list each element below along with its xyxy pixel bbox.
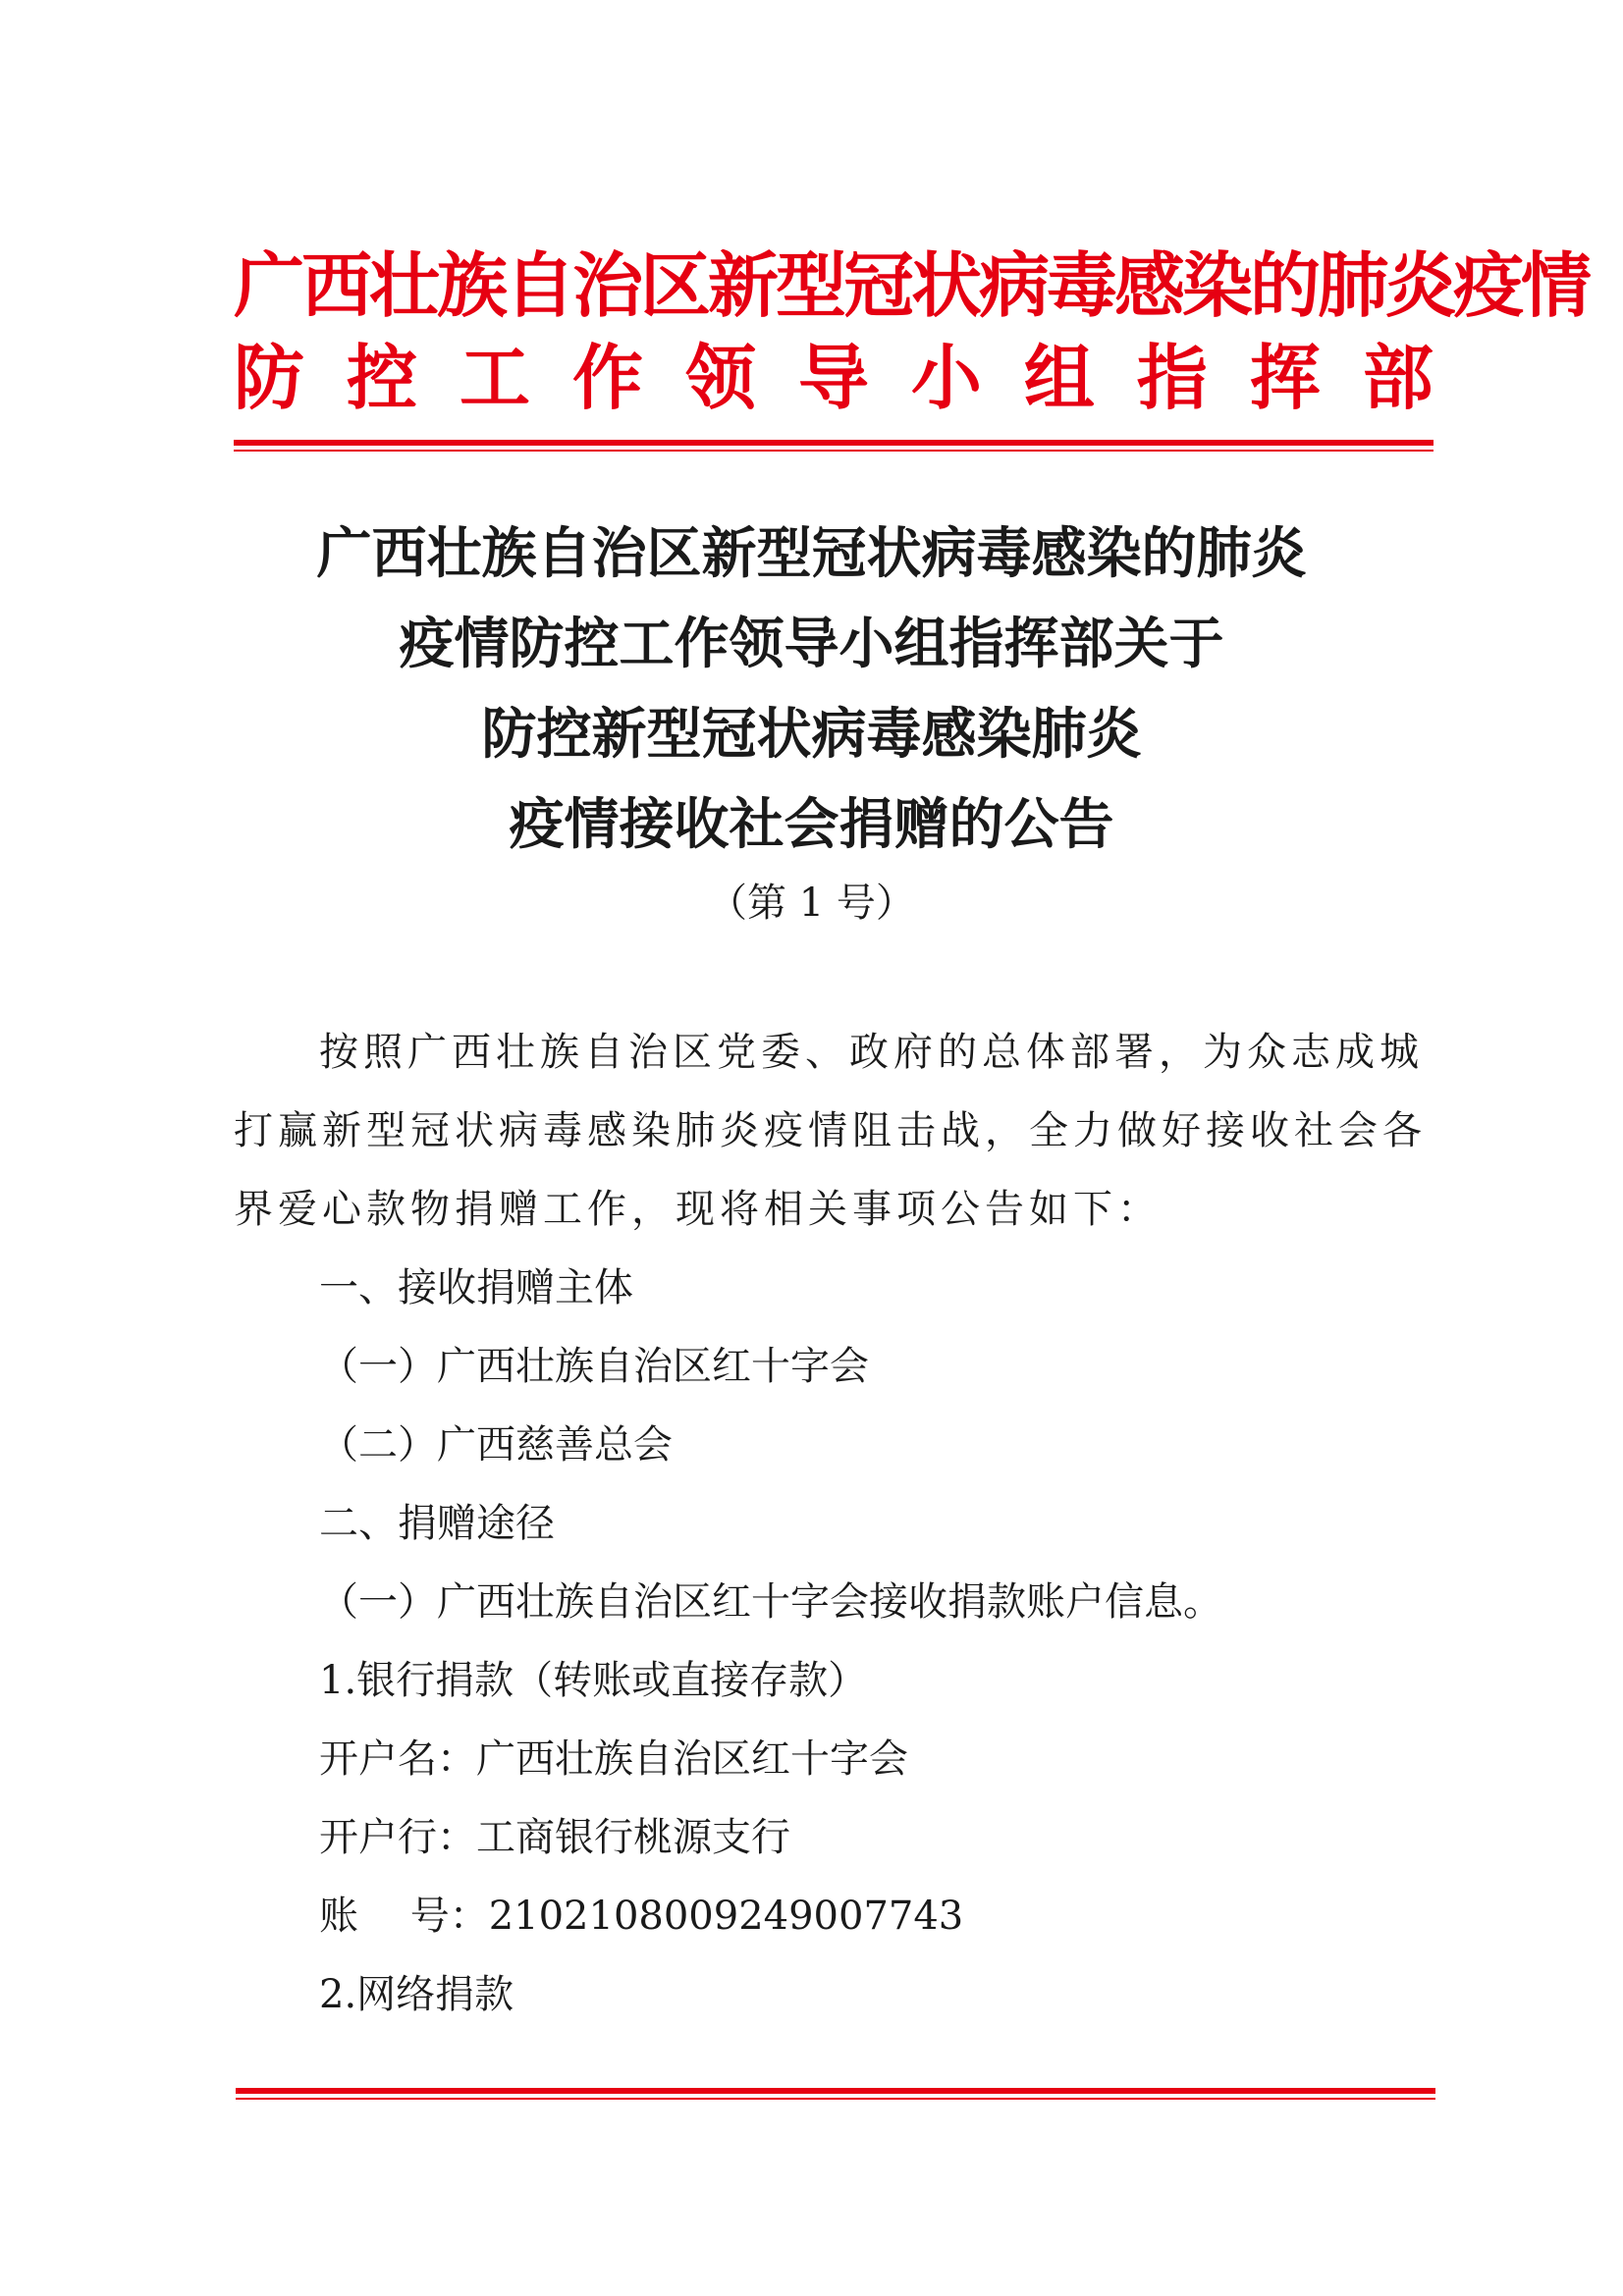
header-char: 控	[346, 336, 417, 419]
header-char: 小	[910, 336, 982, 419]
document-number: （第 1 号）	[708, 881, 915, 926]
section-1-item-1: （一）广西壮族自治区红十字会	[319, 1344, 869, 1389]
header-divider-thick	[234, 440, 1434, 446]
section-1-item-2: （二）广西慈善总会	[319, 1422, 673, 1468]
header-divider-thin	[234, 450, 1434, 452]
header-title-line-1: 广西壮族自治区新型冠状病毒感染的肺炎疫情	[234, 243, 1590, 327]
account-number: 账 号：2102108009249007743	[319, 1894, 964, 1939]
header-char: 作	[571, 336, 643, 419]
account-name: 开户名：广西壮族自治区红十字会	[319, 1736, 908, 1782]
document-title-line-4: 疫情接收社会捐赠的公告	[509, 792, 1114, 857]
document-title-line-1: 广西壮族自治区新型冠状病毒感染的肺炎	[316, 521, 1307, 586]
intro-paragraph-line-1: 按照广西壮族自治区党委、政府的总体部署，为众志成城	[319, 1030, 1424, 1075]
header-char: 导	[797, 336, 869, 419]
header-char: 防	[234, 336, 305, 419]
section-2-item-1: （一）广西壮族自治区红十字会接收捐款账户信息。	[319, 1579, 1222, 1625]
account-bank: 开户行：工商银行桃源支行	[319, 1815, 790, 1860]
document-title-line-2: 疫情防控工作领导小组指挥部关于	[399, 612, 1224, 676]
section-2-heading: 二、捐赠途径	[319, 1501, 555, 1546]
intro-paragraph-line-3: 界爱心款物捐赠工作，现将相关事项公告如下：	[234, 1187, 1162, 1232]
footer-divider-thin	[236, 2098, 1435, 2100]
header-char: 组	[1023, 336, 1095, 419]
document-title-line-3: 防控新型冠状病毒感染肺炎	[481, 702, 1142, 767]
header-char: 工	[459, 336, 530, 419]
header-title-line-2	[234, 334, 1434, 422]
bank-donation-heading: 1.银行捐款（转账或直接存款）	[319, 1658, 868, 1703]
header-char: 领	[684, 336, 756, 419]
intro-paragraph-line-2: 打赢新型冠状病毒感染肺炎疫情阻击战，全力做好接收社会各	[234, 1108, 1427, 1153]
header-char: 挥	[1249, 336, 1321, 419]
header-char: 指	[1136, 336, 1208, 419]
header-char: 部	[1362, 336, 1434, 419]
footer-divider-thick	[236, 2088, 1435, 2094]
section-1-heading: 一、接收捐赠主体	[319, 1265, 633, 1310]
online-donation-heading: 2.网络捐款	[319, 1972, 514, 2017]
